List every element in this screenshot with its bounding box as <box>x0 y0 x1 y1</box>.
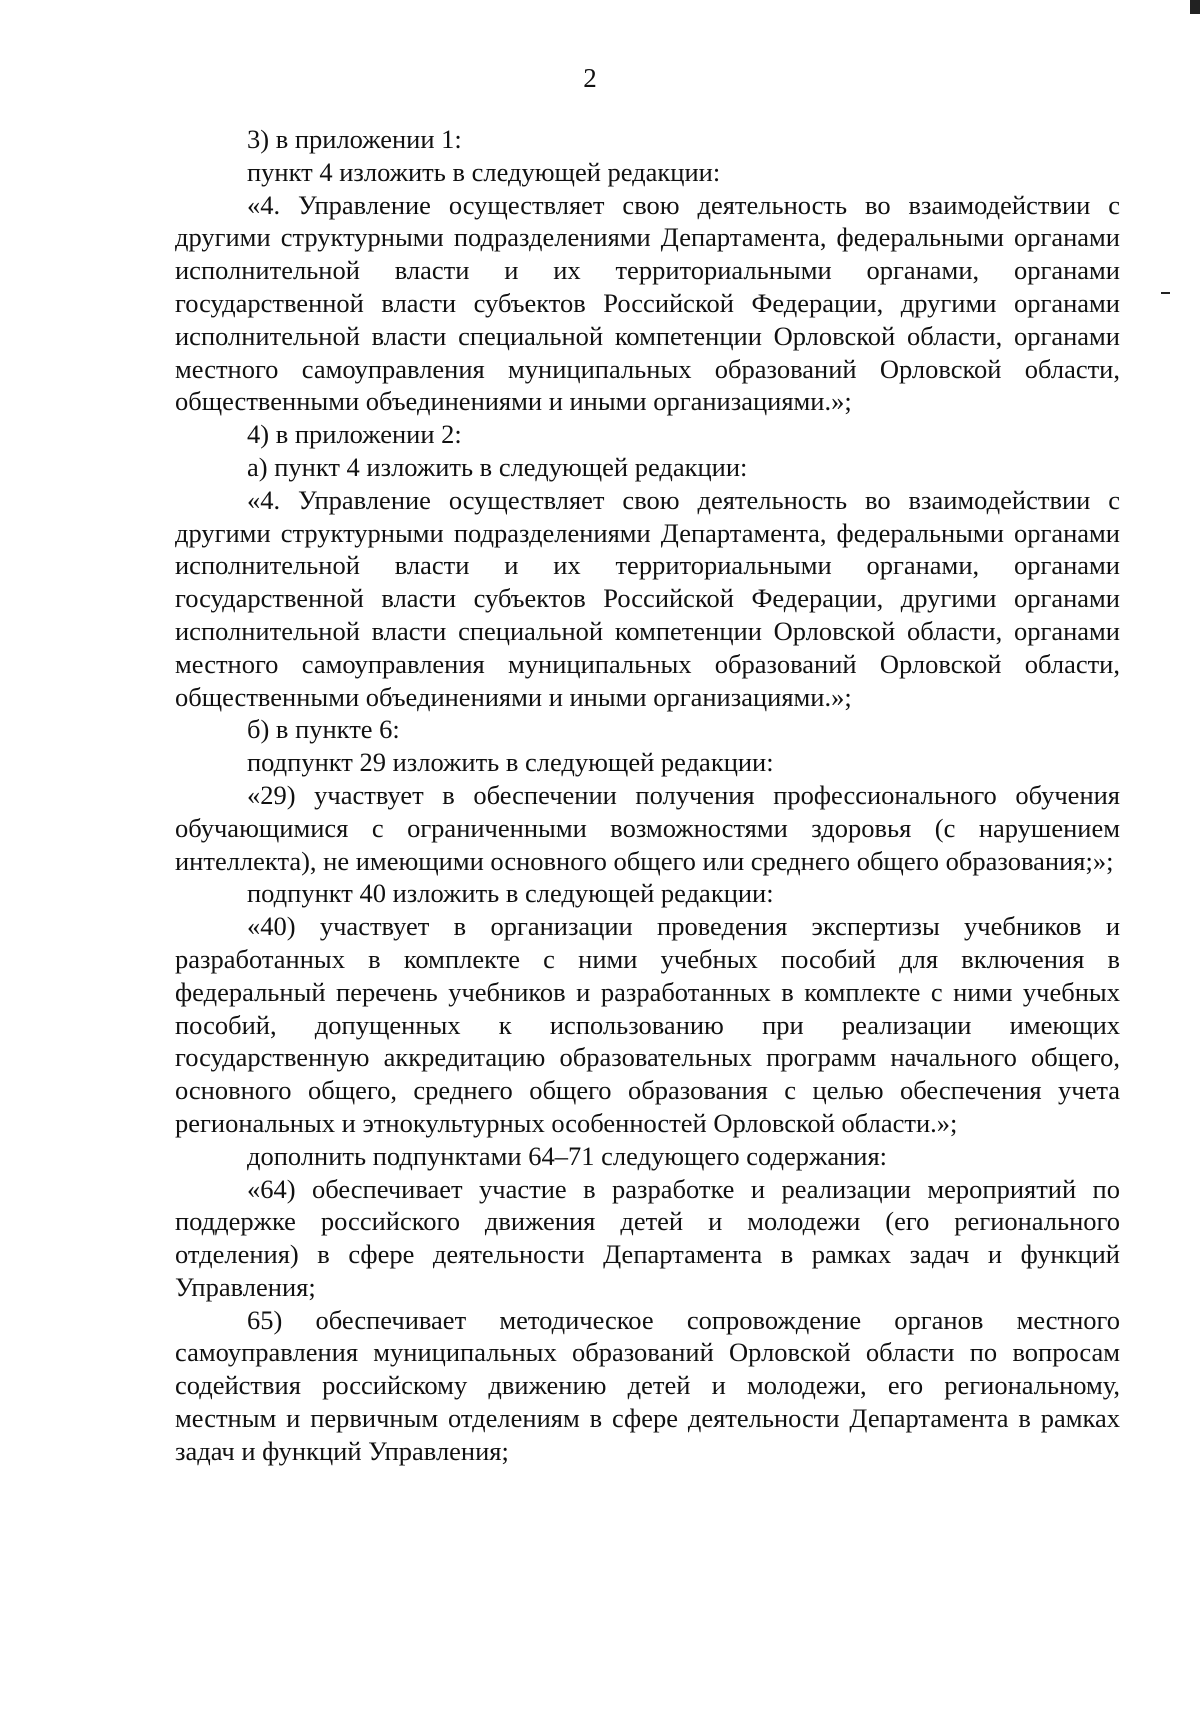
paragraph: б) в пункте 6: <box>247 714 400 745</box>
paragraph: дополнить подпунктами 64–71 следующего содержания: <box>247 1140 888 1171</box>
paragraph: подпункт 29 изложить в следующей редакции: <box>247 747 774 778</box>
scan-edge-mark <box>1190 0 1200 14</box>
scan-speck <box>1161 292 1170 294</box>
paragraph: 65) обеспечивает методическое сопровождение органов местного самоуправления муниципальных образований Орловской области по вопросам содействия российскому движению детей и молодежи, его региональному, местным и первичным отделениям в сфере деятельности Департамента в рамках задач и функций Управления; <box>175 1304 1120 1466</box>
paragraph: «29) участвует в обеспечении получения профессионального обучения обучающимися с ограниченными возможностями здоровья (с нарушением интеллекта), не имеющими основного общего или среднего общего образования;»; <box>175 779 1120 876</box>
paragraph: 3) в приложении 1: <box>247 124 462 154</box>
paragraph: пункт 4 изложить в следующей редакции: <box>247 156 721 187</box>
paragraph: «40) участвует в организации проведения экспертизы учебников и разработанных в комплекте с ними учебных пособий для включения в федеральный перечень учебников и разработанных в комплекте с ними учебных пособий, допущенных к использованию при реализации имеющих государственную аккредитацию образовательных программ начального общего, основного общего, среднего общего образования с целью обеспечения учета региональных и этнокультурных особенностей Орловской области.»; <box>175 911 1120 1138</box>
paragraph: «4. Управление осуществляет свою деятельность во взаимодействии с другими структурными подразделениями Департамента, федеральными органами исполнительной власти и их территориальными органами, органами государственной власти субъектов Российской Федерации, другими органами исполнительной власти специальной компетенции Орловской области, органами местного самоуправления муниципальных образований Орловской области, общественными объединениями и иными организациями.»; <box>175 484 1120 712</box>
paragraph: «64) обеспечивает участие в разработке и реализации мероприятий по поддержке российского движения детей и молодежи (его регионального отделения) в сфере деятельности Департамента в рамках задач и функций Управления; <box>175 1173 1120 1302</box>
paragraph: «4. Управление осуществляет свою деятельность во взаимодействии с другими структурными подразделениями Департамента, федеральными органами исполнительной власти и их территориальными органами, органами государственной власти субъектов Российской Федерации, другими органами исполнительной власти специальной компетенции Орловской области, органами местного самоуправления муниципальных образований Орловской области, общественными объединениями и иными организациями.»; <box>175 189 1120 417</box>
paragraph: подпункт 40 изложить в следующей редакции: <box>247 878 774 909</box>
page-number: 2 <box>583 63 597 93</box>
paragraph: а) пункт 4 изложить в следующей редакции: <box>247 451 748 482</box>
paragraph: 4) в приложении 2: <box>247 419 462 450</box>
document-body <box>175 123 1120 1468</box>
